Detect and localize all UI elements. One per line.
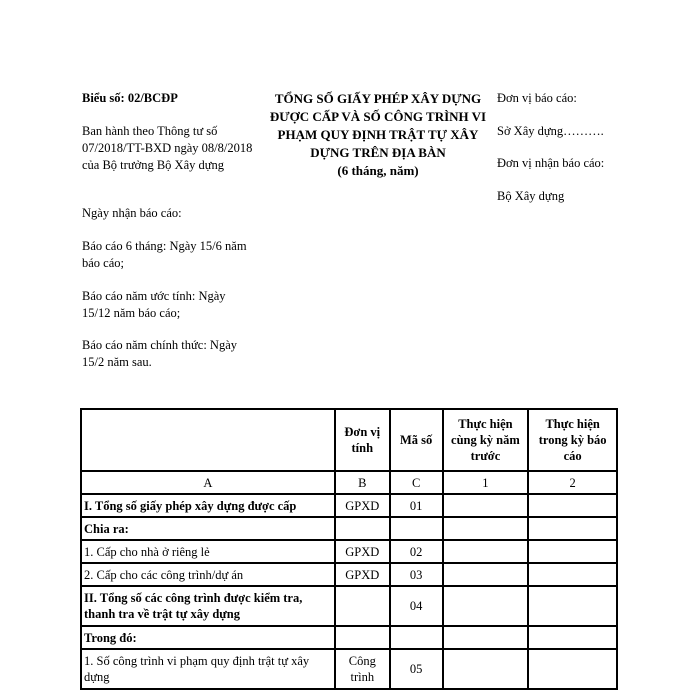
header-code: Mã số — [390, 409, 443, 471]
header-current-period: Thực hiện trong kỳ báo cáo — [528, 409, 617, 471]
row-label: I. Tổng số giấy phép xây dựng được cấp — [81, 494, 335, 517]
header-indicator — [81, 409, 335, 471]
row-unit: Công trình — [335, 649, 390, 689]
column-code: C — [390, 471, 443, 494]
row-code — [390, 517, 443, 540]
received-date-label: Ngày nhận báo cáo: — [82, 206, 182, 220]
row-code — [390, 626, 443, 649]
row-label: II. Tổng số các công trình được kiểm tra, thanh tra về trật tự xây dựng — [81, 586, 335, 626]
row-value-previous[interactable] — [443, 517, 529, 540]
row-unit — [335, 626, 390, 649]
row-label: 1. Số công trình vi phạm quy định trật tự xây dựng — [81, 649, 335, 689]
report-table — [80, 408, 618, 690]
column-code: 2 — [528, 471, 617, 494]
row-value-current[interactable] — [528, 626, 617, 649]
document-title-main: TỔNG SỐ GIẤY PHÉP XÂY DỰNG ĐƯỢC CẤP VÀ SỐ CÔNG TRÌNH VI PHẠM QUY ĐỊNH TRẬT TỰ XÂY DỰNG TRÊN ĐỊA BÀN — [269, 91, 487, 160]
row-value-current[interactable] — [528, 563, 617, 586]
row-code: 02 — [390, 540, 443, 563]
row-value-previous[interactable] — [443, 626, 529, 649]
reporting-department: Sở Xây dựng………. — [497, 124, 604, 138]
reporting-unit-label: Đơn vị báo cáo: — [497, 91, 577, 105]
row-label: 2. Cấp cho các công trình/dự án — [81, 563, 335, 586]
row-code: 04 — [390, 586, 443, 626]
row-value-previous[interactable] — [443, 540, 529, 563]
row-code: 01 — [390, 494, 443, 517]
form-code: Biểu số: 02/BCĐP — [82, 91, 178, 105]
document-title-period: (6 tháng, năm) — [337, 163, 419, 178]
table-row — [81, 649, 617, 689]
six-month-report-note: Báo cáo 6 tháng: Ngày 15/6 năm báo cáo; — [82, 239, 247, 270]
table-row — [81, 626, 617, 649]
row-value-previous[interactable] — [443, 494, 529, 517]
table-header-row — [81, 409, 617, 471]
row-value-current[interactable] — [528, 517, 617, 540]
column-code-row — [81, 471, 617, 494]
row-unit: GPXD — [335, 494, 390, 517]
row-value-previous[interactable] — [443, 586, 529, 626]
table-row — [81, 517, 617, 540]
table-row — [81, 494, 617, 517]
row-label: Trong đó: — [81, 626, 335, 649]
row-value-previous[interactable] — [443, 563, 529, 586]
row-label: Chia ra: — [81, 517, 335, 540]
row-code: 05 — [390, 649, 443, 689]
row-unit: GPXD — [335, 563, 390, 586]
row-code: 03 — [390, 563, 443, 586]
table-row — [81, 540, 617, 563]
row-value-previous[interactable] — [443, 649, 529, 689]
column-code: 1 — [443, 471, 529, 494]
header-previous-year: Thực hiện cùng kỳ năm trước — [443, 409, 529, 471]
row-value-current[interactable] — [528, 540, 617, 563]
row-unit — [335, 517, 390, 540]
row-unit: GPXD — [335, 540, 390, 563]
receiving-unit-label: Đơn vị nhận báo cáo: — [497, 156, 605, 170]
table-row — [81, 586, 617, 626]
row-unit — [335, 586, 390, 626]
year-estimate-report-note: Báo cáo năm ước tính: Ngày 15/12 năm báo cáo; — [82, 289, 226, 320]
year-official-report-note: Báo cáo năm chính thức: Ngày 15/2 năm sau. — [82, 338, 237, 369]
receiving-ministry: Bộ Xây dựng — [497, 189, 565, 203]
row-value-current[interactable] — [528, 586, 617, 626]
row-value-current[interactable] — [528, 649, 617, 689]
column-code: A — [81, 471, 335, 494]
document-title — [258, 90, 498, 180]
column-code: B — [335, 471, 390, 494]
header-unit: Đơn vị tính — [335, 409, 390, 471]
row-value-current[interactable] — [528, 494, 617, 517]
table-row — [81, 563, 617, 586]
issued-by-text: Ban hành theo Thông tư số 07/2018/TT-BXD ngày 08/8/2018 của Bộ trưởng Bộ Xây dựng — [82, 124, 253, 172]
row-label: 1. Cấp cho nhà ở riêng lẻ — [81, 540, 335, 563]
